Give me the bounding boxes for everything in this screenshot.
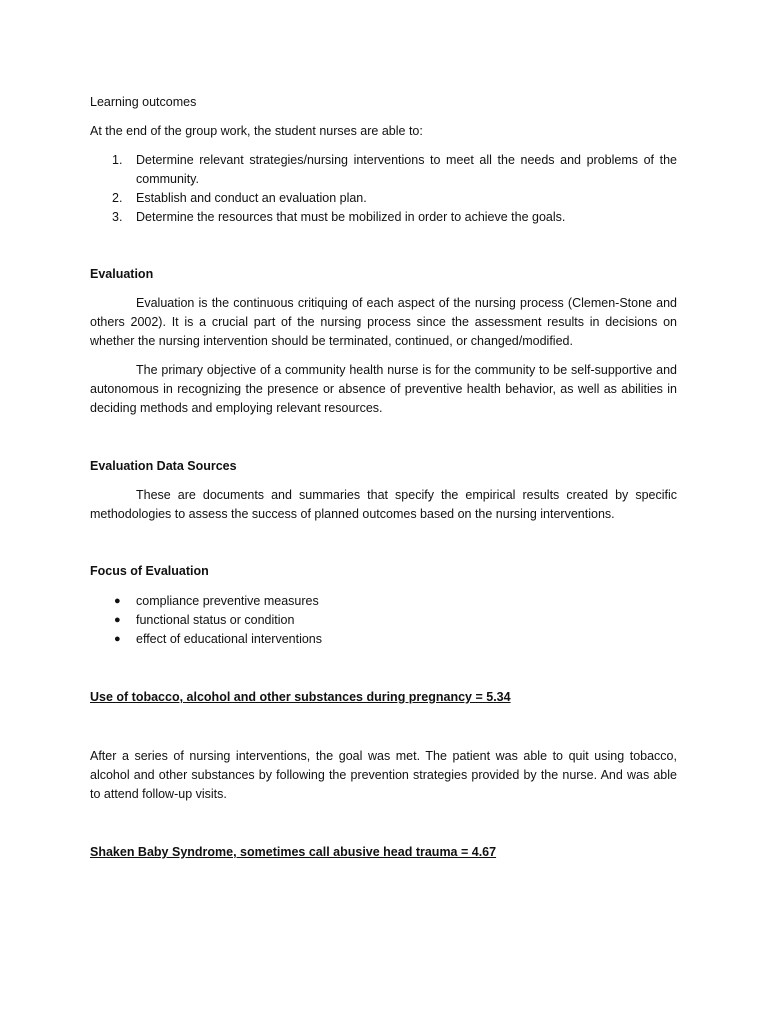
learning-outcomes-intro: At the end of the group work, the student nurses are able to:	[90, 124, 423, 138]
list-item	[90, 611, 677, 630]
list-item-text: Determine the resources that must be mobilized in order to achieve the goals.	[136, 210, 566, 224]
focus-heading: Focus of Evaluation	[90, 564, 209, 578]
list-item-text: effect of educational interventions	[136, 632, 323, 646]
list-item	[90, 151, 677, 189]
learning-outcomes-heading: Learning outcomes	[90, 95, 197, 109]
list-item	[90, 592, 677, 611]
list-item-text: Establish and conduct an evaluation plan.	[136, 191, 367, 205]
list-item	[90, 630, 677, 649]
data-sources-paragraph: These are documents and summaries that specify the empirical results created by specific methodologies to assess the success of planned outcomes based on the nursing interventions.	[90, 488, 677, 521]
list-item-text: functional status or condition	[136, 613, 295, 627]
data-sources-heading: Evaluation Data Sources	[90, 459, 237, 473]
list-number: 2.	[112, 191, 123, 205]
learning-outcomes-list	[90, 151, 677, 227]
bullet-icon: ●	[114, 614, 121, 626]
tobacco-heading	[90, 688, 677, 707]
evaluation-paragraph-2: The primary objective of a community health nurse is for the community to be self-supportive and autonomous in recognizing the presence or absence of preventive health behavior, as well as abilities in deciding methods and employing relevant resources.	[90, 363, 677, 415]
list-number: 3.	[112, 210, 123, 224]
shaken-baby-heading	[90, 843, 677, 862]
evaluation-heading: Evaluation	[90, 267, 154, 281]
list-item-text: compliance preventive measures	[136, 594, 319, 608]
list-item	[90, 208, 677, 227]
focus-list	[90, 592, 677, 649]
evaluation-paragraph-1: Evaluation is the continuous critiquing of each aspect of the nursing process (Clemen-Stone and others 2002). It is a crucial part of the nursing process since the assessment results in decisions on whether the nursing intervention should be terminated, continued, or changed/modified.	[90, 296, 677, 348]
bullet-icon: ●	[114, 595, 121, 607]
shaken-baby-heading-text: Shaken Baby Syndrome, sometimes call abusive head trauma = 4.67	[90, 845, 497, 859]
tobacco-heading-text: Use of tobacco, alcohol and other substances during pregnancy = 5.34	[90, 690, 511, 704]
list-item-text: Determine relevant strategies/nursing interventions to meet all the needs and problems of the community.	[136, 153, 677, 186]
tobacco-paragraph: After a series of nursing interventions, the goal was met. The patient was able to quit using tobacco, alcohol and other substances by following the prevention strategies provided by the nurse. And was able to attend follow-up visits.	[90, 749, 677, 801]
list-item	[90, 189, 677, 208]
bullet-icon: ●	[114, 633, 121, 645]
list-number: 1.	[112, 153, 123, 167]
